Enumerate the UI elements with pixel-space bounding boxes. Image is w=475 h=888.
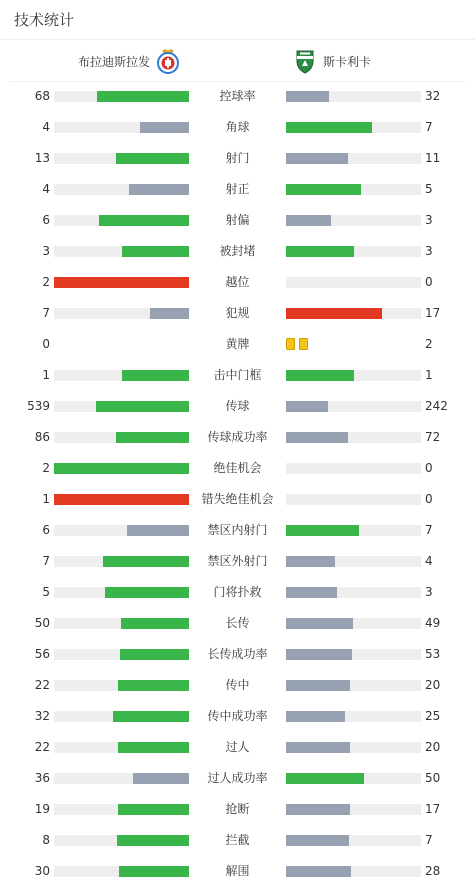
- stat-row: [0, 236, 475, 267]
- stat-row: [0, 856, 475, 887]
- stat-label: 黄牌: [225, 337, 250, 351]
- stat-label: 被封堵: [219, 244, 256, 258]
- away-bar-fill: [286, 401, 328, 412]
- stat-label: 传中成功率: [207, 709, 268, 723]
- stat-row: [0, 701, 475, 732]
- home-value: 19: [34, 802, 50, 816]
- page-header: [0, 0, 475, 40]
- stat-label: 击中门框: [213, 368, 262, 382]
- home-bar: [54, 773, 189, 784]
- home-value: 7: [42, 306, 50, 320]
- away-bar-fill: [286, 711, 345, 722]
- home-bar: [54, 277, 189, 288]
- away-bar-fill: [286, 804, 350, 815]
- stat-label: 禁区内射门: [207, 523, 268, 537]
- home-value: 56: [34, 647, 50, 661]
- stat-label: 错失绝佳机会: [201, 492, 274, 506]
- home-bar-fill: [118, 742, 189, 753]
- home-bar: [54, 494, 189, 505]
- home-value: 6: [42, 213, 50, 227]
- away-bar-fill: [286, 556, 335, 567]
- stat-row: [0, 422, 475, 453]
- home-bar-fill: [121, 618, 189, 629]
- stat-label: 长传: [225, 616, 250, 630]
- home-bar-fill: [133, 773, 190, 784]
- home-team-logo-icon: [156, 48, 180, 74]
- home-bar-fill: [127, 525, 189, 536]
- away-value: 11: [425, 151, 441, 165]
- stat-row: [0, 546, 475, 577]
- home-value: 86: [34, 430, 50, 444]
- away-bar-fill: [286, 618, 353, 629]
- away-value: 17: [425, 306, 441, 320]
- stat-row: [0, 794, 475, 825]
- away-bar: [286, 649, 421, 660]
- away-bar: [286, 308, 421, 319]
- away-bar: [286, 587, 421, 598]
- away-bar: [286, 184, 421, 195]
- home-bar: [54, 680, 189, 691]
- home-bar: [54, 153, 189, 164]
- away-bar: [286, 277, 421, 288]
- home-bar-fill: [129, 184, 189, 195]
- away-bar-fill: [286, 525, 359, 536]
- stat-label: 拦截: [225, 833, 250, 847]
- home-bar-fill: [122, 370, 190, 381]
- away-value: 4: [425, 554, 433, 568]
- stat-label: 绝佳机会: [213, 461, 262, 475]
- home-value: 0: [42, 337, 50, 351]
- away-bar: [286, 246, 421, 257]
- away-bar-fill: [286, 742, 350, 753]
- away-value: 0: [425, 492, 433, 506]
- home-value: 22: [34, 740, 50, 754]
- home-bar-fill: [119, 866, 189, 877]
- home-value: 1: [42, 492, 50, 506]
- away-value: 20: [425, 678, 441, 692]
- home-value: 8: [42, 833, 50, 847]
- away-bar-fill: [286, 184, 361, 195]
- home-bar-fill: [118, 680, 189, 691]
- stat-label: 射门: [225, 151, 250, 165]
- home-value: 50: [34, 616, 50, 630]
- away-bar-fill: [286, 91, 329, 102]
- stat-label: 角球: [225, 120, 250, 134]
- home-value: 539: [27, 399, 50, 413]
- away-value: 32: [425, 89, 441, 103]
- away-bar-fill: [286, 370, 354, 381]
- stat-row: [0, 453, 475, 484]
- stat-row: [0, 298, 475, 329]
- home-bar: [54, 401, 189, 412]
- home-team-name: 布拉迪斯拉发: [77, 54, 150, 69]
- home-value: 7: [42, 554, 50, 568]
- away-value: 3: [425, 585, 433, 599]
- home-value: 4: [42, 120, 50, 134]
- away-bar: [286, 835, 421, 846]
- away-value: 0: [425, 461, 433, 475]
- stat-label: 抢断: [225, 802, 250, 816]
- home-value: 1: [42, 368, 50, 382]
- home-bar: [54, 866, 189, 877]
- home-bar: [54, 184, 189, 195]
- away-bar-fill: [286, 122, 372, 133]
- home-bar-fill: [140, 122, 189, 133]
- stat-label: 过人成功率: [207, 771, 268, 785]
- home-bar: [54, 432, 189, 443]
- away-value: 50: [425, 771, 441, 785]
- home-bar: [54, 835, 189, 846]
- home-bar: [54, 649, 189, 660]
- home-bar: [54, 742, 189, 753]
- home-bar-fill: [116, 432, 189, 443]
- home-bar: [54, 370, 189, 381]
- stat-row: [0, 608, 475, 639]
- teams-header: [10, 40, 465, 82]
- away-team-name: 斯卡利卡: [323, 54, 372, 69]
- home-value: 32: [34, 709, 50, 723]
- stat-row: [0, 515, 475, 546]
- away-bar-fill: [286, 835, 349, 846]
- yellow-card-icon: [286, 338, 295, 350]
- stat-row: [0, 763, 475, 794]
- home-value: 2: [42, 275, 50, 289]
- away-team[interactable]: [293, 48, 371, 74]
- stat-label: 过人: [225, 740, 250, 754]
- home-bar-fill: [96, 401, 189, 412]
- away-bar-fill: [286, 153, 348, 164]
- away-bar-fill: [286, 773, 364, 784]
- home-bar-fill: [116, 153, 189, 164]
- away-bar-fill: [286, 680, 350, 691]
- away-bar-fill: [286, 432, 348, 443]
- away-bar-fill: [286, 308, 382, 319]
- stat-row: [0, 329, 475, 360]
- home-bar-fill: [97, 91, 189, 102]
- home-bar: [54, 587, 189, 598]
- away-bar: [286, 215, 421, 226]
- away-bar: [286, 773, 421, 784]
- away-bar: [286, 866, 421, 877]
- away-bar: [286, 742, 421, 753]
- home-bar: [54, 246, 189, 257]
- away-bar: [286, 370, 421, 381]
- away-value: 28: [425, 864, 441, 878]
- stat-row: [0, 639, 475, 670]
- home-value: 5: [42, 585, 50, 599]
- stat-row: [0, 825, 475, 856]
- home-bar-fill: [99, 215, 189, 226]
- stat-row: [0, 391, 475, 422]
- stat-label: 犯规: [225, 306, 250, 320]
- home-bar-fill: [105, 587, 189, 598]
- stat-label: 射正: [225, 182, 250, 196]
- away-bar: [286, 680, 421, 691]
- stat-label: 传中: [225, 678, 250, 692]
- away-yellow-cards: [286, 338, 308, 350]
- home-bar-fill: [122, 246, 190, 257]
- away-bar: [286, 618, 421, 629]
- away-value: 53: [425, 647, 441, 661]
- away-bar: [286, 711, 421, 722]
- stat-row: [0, 174, 475, 205]
- home-value: 36: [34, 771, 50, 785]
- home-value: 6: [42, 523, 50, 537]
- stat-label: 传球成功率: [207, 430, 268, 444]
- stat-row: [0, 81, 475, 112]
- stat-row: [0, 577, 475, 608]
- home-bar: [54, 308, 189, 319]
- away-bar: [286, 401, 421, 412]
- yellow-card-icon: [299, 338, 308, 350]
- home-bar-fill: [113, 711, 189, 722]
- home-value: 13: [34, 151, 50, 165]
- stat-row: [0, 112, 475, 143]
- away-value: 7: [425, 120, 433, 134]
- stat-label: 禁区外射门: [207, 554, 268, 568]
- away-bar: [286, 556, 421, 567]
- away-bar: [286, 804, 421, 815]
- stat-label: 越位: [225, 275, 250, 289]
- away-value: 72: [425, 430, 441, 444]
- home-bar: [54, 122, 189, 133]
- away-bar-fill: [286, 246, 354, 257]
- away-value: 3: [425, 213, 433, 227]
- away-bar: [286, 525, 421, 536]
- home-value: 2: [42, 461, 50, 475]
- away-bar-fill: [286, 215, 331, 226]
- home-bar: [54, 91, 189, 102]
- away-value: 0: [425, 275, 433, 289]
- away-value: 20: [425, 740, 441, 754]
- away-value: 1: [425, 368, 433, 382]
- away-value: 242: [425, 399, 448, 413]
- page-title: 技术统计: [14, 11, 75, 29]
- home-bar-fill: [120, 649, 189, 660]
- stat-label: 控球率: [219, 89, 256, 103]
- stat-row: [0, 360, 475, 391]
- away-value: 2: [425, 337, 433, 351]
- home-bar: [54, 215, 189, 226]
- home-value: 3: [42, 244, 50, 258]
- away-value: 7: [425, 833, 433, 847]
- home-value: 30: [34, 864, 50, 878]
- away-bar: [286, 494, 421, 505]
- home-value: 68: [34, 89, 50, 103]
- home-bar-fill: [54, 277, 189, 288]
- away-team-logo-icon: [293, 48, 317, 74]
- stat-row: [0, 143, 475, 174]
- away-value: 7: [425, 523, 433, 537]
- home-bar: [54, 525, 189, 536]
- home-bar-fill: [117, 835, 189, 846]
- away-bar: [286, 153, 421, 164]
- stat-row: [0, 732, 475, 763]
- away-bar: [286, 122, 421, 133]
- home-bar-fill: [54, 463, 189, 474]
- away-value: 5: [425, 182, 433, 196]
- away-value: 49: [425, 616, 441, 630]
- stat-label: 长传成功率: [207, 647, 268, 661]
- stat-row: [0, 484, 475, 515]
- home-bar-fill: [54, 494, 189, 505]
- home-bar: [54, 463, 189, 474]
- away-bar-fill: [286, 587, 337, 598]
- stat-label: 解围: [225, 864, 250, 878]
- home-value: 22: [34, 678, 50, 692]
- stat-label: 传球: [225, 399, 250, 413]
- home-team[interactable]: [78, 48, 180, 74]
- home-bar: [54, 618, 189, 629]
- away-value: 17: [425, 802, 441, 816]
- stat-label: 射偏: [225, 213, 250, 227]
- away-bar-fill: [286, 649, 352, 660]
- stats-list: [0, 81, 475, 887]
- away-bar: [286, 463, 421, 474]
- home-bar: [54, 556, 189, 567]
- away-value: 3: [425, 244, 433, 258]
- away-bar: [286, 91, 421, 102]
- home-bar-fill: [103, 556, 189, 567]
- stat-row: [0, 267, 475, 298]
- away-bar: [286, 432, 421, 443]
- stat-row: [0, 670, 475, 701]
- away-value: 25: [425, 709, 441, 723]
- away-bar-fill: [286, 866, 351, 877]
- stat-row: [0, 205, 475, 236]
- stat-label: 门将扑救: [213, 585, 262, 599]
- home-bar-fill: [118, 804, 189, 815]
- home-bar-fill: [150, 308, 189, 319]
- home-bar: [54, 804, 189, 815]
- home-bar: [54, 711, 189, 722]
- home-value: 4: [42, 182, 50, 196]
